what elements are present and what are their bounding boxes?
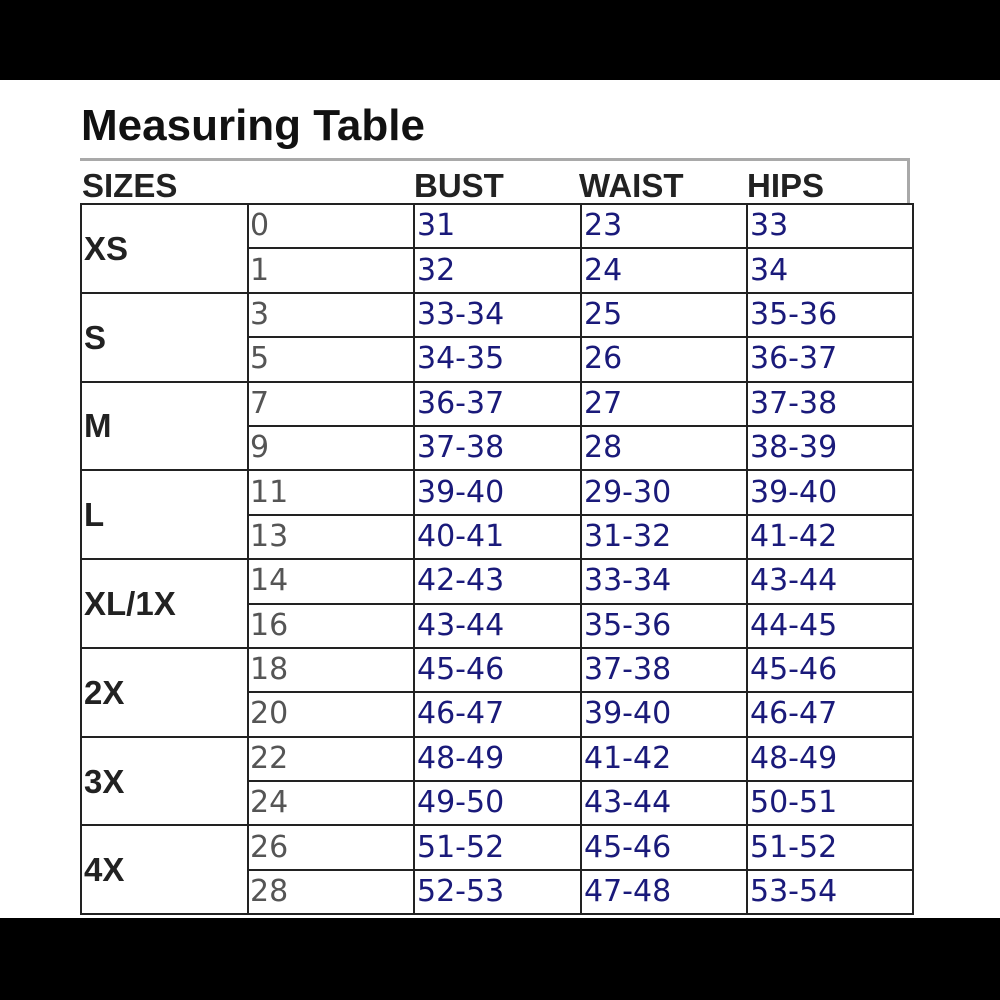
bust-value-cell — [414, 692, 581, 736]
hips-value-cell — [747, 382, 913, 426]
bust-value: 48-49 — [417, 740, 505, 776]
size-number: 24 — [250, 785, 289, 821]
header-hips: HIPS — [747, 167, 825, 204]
waist-value: 37-38 — [584, 652, 672, 688]
size-cell — [81, 293, 248, 382]
table-header-row — [80, 158, 910, 203]
hips-value-cell — [747, 204, 913, 248]
table-row — [81, 825, 913, 869]
bust-value-cell — [414, 559, 581, 603]
bust-value: 31 — [417, 208, 456, 244]
size-number-cell — [248, 648, 414, 692]
hips-value: 41-42 — [750, 518, 838, 554]
hips-value: 51-52 — [750, 829, 838, 865]
size-number-cell — [248, 737, 414, 781]
size-number-cell — [248, 382, 414, 426]
size-number: 7 — [250, 385, 270, 421]
size-label: 4X — [84, 851, 125, 889]
waist-value: 35-36 — [584, 607, 672, 643]
hips-value: 35-36 — [750, 296, 838, 332]
size-number: 26 — [250, 829, 289, 865]
bust-value: 43-44 — [417, 607, 505, 643]
bust-value-cell — [414, 515, 581, 559]
bust-value: 33-34 — [417, 296, 505, 332]
waist-value-cell — [581, 426, 747, 470]
waist-value: 45-46 — [584, 829, 672, 865]
waist-value: 41-42 — [584, 740, 672, 776]
page-title: Measuring Table — [81, 101, 425, 150]
header-sizes: SIZES — [82, 167, 178, 204]
hips-value: 36-37 — [750, 341, 838, 377]
waist-value-cell — [581, 648, 747, 692]
waist-value-cell — [581, 515, 747, 559]
hips-value: 45-46 — [750, 652, 838, 688]
hips-value: 34 — [750, 252, 789, 288]
size-number: 13 — [250, 518, 289, 554]
hips-value-cell — [747, 426, 913, 470]
size-number-cell — [248, 604, 414, 648]
table-row — [81, 648, 913, 692]
size-number: 14 — [250, 563, 289, 599]
hips-value-cell — [747, 470, 913, 514]
hips-value: 53-54 — [750, 874, 838, 910]
hips-value-cell — [747, 337, 913, 381]
header-bust: BUST — [414, 167, 504, 204]
size-cell — [81, 737, 248, 826]
bust-value-cell — [414, 870, 581, 914]
bust-value: 51-52 — [417, 829, 505, 865]
size-number: 20 — [250, 696, 289, 732]
hips-value-cell — [747, 825, 913, 869]
bust-value: 52-53 — [417, 874, 505, 910]
measuring-table-sheet — [0, 80, 1000, 918]
bust-value: 42-43 — [417, 563, 505, 599]
size-label: S — [84, 318, 107, 356]
waist-value: 33-34 — [584, 563, 672, 599]
bust-value: 34-35 — [417, 341, 505, 377]
bust-value-cell — [414, 470, 581, 514]
hips-value-cell — [747, 870, 913, 914]
hips-value: 37-38 — [750, 385, 838, 421]
size-label: XL/1X — [84, 585, 176, 623]
size-number-cell — [248, 204, 414, 248]
hips-value: 50-51 — [750, 785, 838, 821]
waist-value-cell — [581, 870, 747, 914]
header-waist: WAIST — [579, 167, 684, 204]
size-cell — [81, 470, 248, 559]
waist-value-cell — [581, 470, 747, 514]
bust-value: 32 — [417, 252, 456, 288]
waist-value-cell — [581, 604, 747, 648]
waist-value: 26 — [584, 341, 623, 377]
bust-value: 36-37 — [417, 385, 505, 421]
bust-value-cell — [414, 293, 581, 337]
hips-value-cell — [747, 648, 913, 692]
waist-value-cell — [581, 293, 747, 337]
size-label: 2X — [84, 673, 125, 711]
waist-value: 25 — [584, 296, 623, 332]
hips-value-cell — [747, 559, 913, 603]
size-cell — [81, 559, 248, 648]
size-cell — [81, 648, 248, 737]
hips-value-cell — [747, 248, 913, 292]
size-label: L — [84, 496, 105, 534]
waist-value-cell — [581, 781, 747, 825]
size-cell — [81, 382, 248, 471]
size-cell — [81, 204, 248, 293]
waist-value: 28 — [584, 430, 623, 466]
waist-value: 24 — [584, 252, 623, 288]
size-number-cell — [248, 248, 414, 292]
bust-value-cell — [414, 781, 581, 825]
bust-value: 37-38 — [417, 430, 505, 466]
size-number: 28 — [250, 874, 289, 910]
hips-value: 43-44 — [750, 563, 838, 599]
bust-value: 45-46 — [417, 652, 505, 688]
size-cell — [81, 825, 248, 914]
size-number: 5 — [250, 341, 270, 377]
waist-value-cell — [581, 382, 747, 426]
hips-value: 44-45 — [750, 607, 838, 643]
waist-value: 47-48 — [584, 874, 672, 910]
waist-value-cell — [581, 204, 747, 248]
bust-value-cell — [414, 382, 581, 426]
waist-value: 29-30 — [584, 474, 672, 510]
size-number-cell — [248, 470, 414, 514]
bust-value: 40-41 — [417, 518, 505, 554]
bust-value-cell — [414, 737, 581, 781]
bust-value-cell — [414, 426, 581, 470]
waist-value-cell — [581, 559, 747, 603]
waist-value: 23 — [584, 208, 623, 244]
bust-value-cell — [414, 648, 581, 692]
size-number: 3 — [250, 296, 270, 332]
hips-value-cell — [747, 692, 913, 736]
table-row — [81, 470, 913, 514]
hips-value: 38-39 — [750, 430, 838, 466]
size-label: M — [84, 407, 112, 445]
bust-value: 46-47 — [417, 696, 505, 732]
size-number: 0 — [250, 208, 270, 244]
table-row — [81, 293, 913, 337]
waist-value: 39-40 — [584, 696, 672, 732]
table-row — [81, 382, 913, 426]
table-row — [81, 737, 913, 781]
hips-value: 39-40 — [750, 474, 838, 510]
hips-value-cell — [747, 737, 913, 781]
size-number-cell — [248, 293, 414, 337]
hips-value-cell — [747, 293, 913, 337]
size-number-cell — [248, 781, 414, 825]
waist-value: 31-32 — [584, 518, 672, 554]
size-number-cell — [248, 559, 414, 603]
hips-value-cell — [747, 604, 913, 648]
waist-value-cell — [581, 248, 747, 292]
size-label: 3X — [84, 762, 125, 800]
size-number-cell — [248, 337, 414, 381]
size-number-cell — [248, 692, 414, 736]
waist-value-cell — [581, 337, 747, 381]
hips-value-cell — [747, 515, 913, 559]
bust-value: 39-40 — [417, 474, 505, 510]
measurement-table — [80, 203, 914, 915]
waist-value-cell — [581, 825, 747, 869]
waist-value: 43-44 — [584, 785, 672, 821]
size-number-cell — [248, 515, 414, 559]
bust-value-cell — [414, 204, 581, 248]
bust-value-cell — [414, 825, 581, 869]
bust-value: 49-50 — [417, 785, 505, 821]
size-number: 1 — [250, 252, 270, 288]
table-row — [81, 204, 913, 248]
size-number-cell — [248, 825, 414, 869]
size-label: XS — [84, 229, 129, 267]
hips-value: 33 — [750, 208, 789, 244]
hips-value-cell — [747, 781, 913, 825]
size-number: 11 — [250, 474, 289, 510]
size-number: 22 — [250, 740, 289, 776]
hips-value: 46-47 — [750, 696, 838, 732]
size-number: 9 — [250, 430, 270, 466]
bust-value-cell — [414, 337, 581, 381]
size-number: 16 — [250, 607, 289, 643]
bust-value-cell — [414, 604, 581, 648]
size-number-cell — [248, 426, 414, 470]
waist-value-cell — [581, 692, 747, 736]
waist-value: 27 — [584, 385, 623, 421]
size-number-cell — [248, 870, 414, 914]
table-row — [81, 559, 913, 603]
bust-value-cell — [414, 248, 581, 292]
size-number: 18 — [250, 652, 289, 688]
waist-value-cell — [581, 737, 747, 781]
measurement-table-body — [81, 204, 913, 914]
hips-value: 48-49 — [750, 740, 838, 776]
